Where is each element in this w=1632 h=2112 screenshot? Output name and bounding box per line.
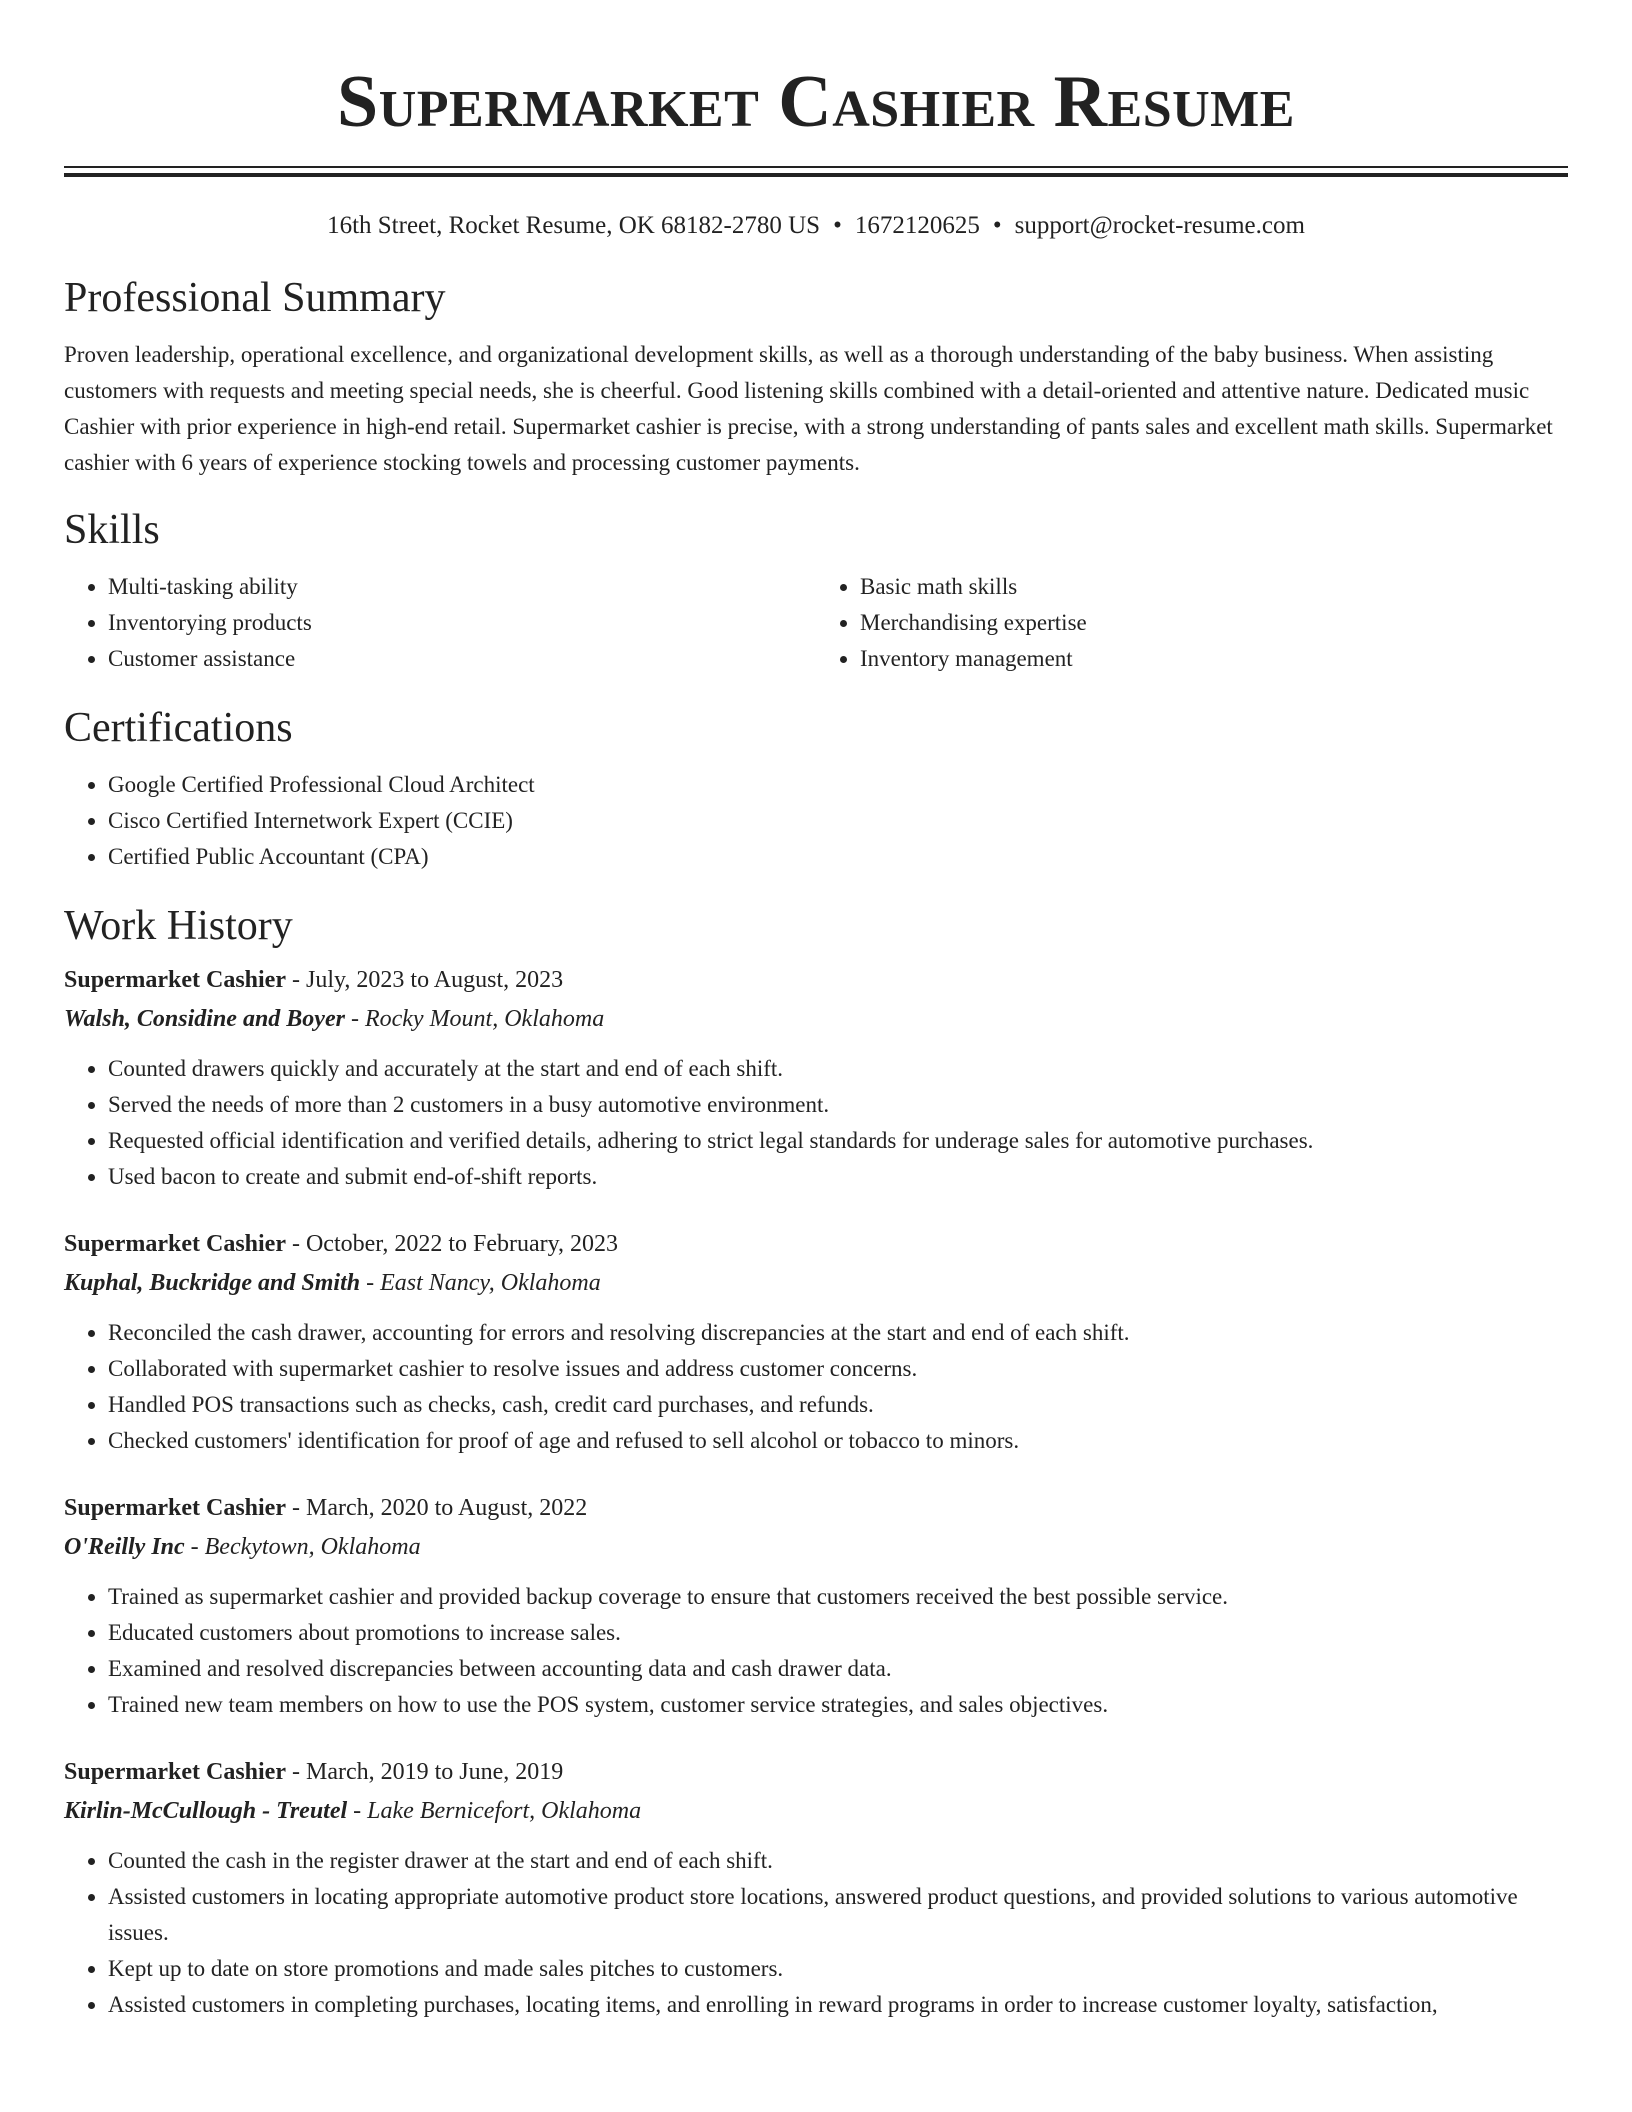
certification-item: • Google Certified Professional Cloud Architect: [108, 767, 1568, 803]
job-duty: • Assisted customers in completing purchases, locating items, and enrolling in reward programs in order to increase customer loyalty, satisfaction,: [108, 1987, 1568, 2023]
contact-phone: 1672120625: [854, 212, 980, 239]
job-duty: • Reconciled the cash drawer, accounting for errors and resolving discrepancies at the start and end of each shift.: [108, 1315, 1568, 1351]
job-duty: • Handled POS transactions such as checks, cash, credit card purchases, and refunds.: [108, 1387, 1568, 1423]
job-location: - Beckytown, Oklahoma: [184, 1534, 421, 1560]
certification-item: • Cisco Certified Internetwork Expert (CCIE): [108, 803, 1568, 839]
title-divider: [64, 166, 1568, 177]
contact-separator: •: [992, 212, 1002, 239]
summary-heading: Professional Summary: [64, 275, 446, 321]
job-title-line: [64, 1753, 1568, 1791]
job-title-line: [64, 961, 1568, 999]
work-history-heading: Work History: [64, 903, 293, 949]
job-location: - East Nancy, Oklahoma: [360, 1270, 601, 1296]
job-dates: - March, 2019 to June, 2019: [285, 1759, 564, 1785]
job-company: Walsh, Considine and Boyer: [64, 1006, 345, 1032]
job-duties-list: [64, 1579, 1568, 1723]
job-duty: • Used bacon to create and submit end-of-shift reports.: [108, 1159, 1568, 1195]
resume-title: Supermarket Cashier Resume: [337, 61, 1295, 143]
job-duties-list: [64, 1315, 1568, 1459]
job-entry: [64, 1753, 1568, 2023]
skills-column-right: [816, 569, 1568, 677]
job-employer-line: [64, 1527, 1568, 1567]
job-location: - Lake Bernicefort, Oklahoma: [347, 1798, 642, 1824]
job-entry: [64, 1489, 1568, 1723]
job-duties-list: [64, 1051, 1568, 1195]
job-company: Kirlin-McCullough - Treutel: [64, 1798, 348, 1824]
contact-separator: •: [833, 212, 842, 239]
job-duty: • Examined and resolved discrepancies between accounting data and cash drawer data.: [108, 1651, 1568, 1687]
job-duty: • Counted drawers quickly and accurately at the start and end of each shift.: [108, 1051, 1568, 1087]
skill-item: • Customer assistance: [108, 641, 816, 677]
job-position: Supermarket Cashier: [64, 967, 286, 993]
job-duty: • Collaborated with supermarket cashier to resolve issues and address customer concerns.: [108, 1351, 1568, 1387]
job-duty: • Trained as supermarket cashier and provided backup coverage to ensure that customers received the best possible service.: [108, 1579, 1568, 1615]
skills-column-left: [64, 569, 816, 677]
skill-item: • Basic math skills: [860, 569, 1568, 605]
job-location: - Rocky Mount, Oklahoma: [344, 1006, 605, 1032]
job-position: Supermarket Cashier: [64, 1759, 286, 1785]
job-duty: • Checked customers' identification for proof of age and refused to sell alcohol or tobacco to minors.: [108, 1423, 1568, 1459]
job-title-line: [64, 1489, 1568, 1527]
contact-address: 16th Street, Rocket Resume, OK 68182-2780 US: [327, 212, 821, 239]
job-dates: - March, 2020 to August, 2022: [285, 1495, 588, 1521]
certifications-heading: Certifications: [64, 705, 293, 751]
job-entry: [64, 1225, 1568, 1459]
contact-email: support@rocket-resume.com: [1014, 212, 1305, 239]
job-position: Supermarket Cashier: [64, 1495, 286, 1521]
contact-line: [64, 211, 1568, 241]
summary-text: Proven leadership, operational excellence, and organizational development skills, as well as a thorough understanding of the baby business. When assisting customers with requests and meeting special needs, she is cheerful. Good listening skills combined with a detail-oriented and attentive nature. Dedicated music Cashier with prior experience in high-end retail. Supermarket cashier is precise, with a strong understanding of pants sales and excellent math skills. Supermarket cashier with 6 years of experience stocking towels and processing customer payments.: [64, 342, 1553, 475]
job-duty: • Educated customers about promotions to increase sales.: [108, 1615, 1568, 1651]
job-duty: • Assisted customers in locating appropriate automotive product store locations, answered product questions, and provided solutions to various automotive issues.: [108, 1879, 1568, 1951]
job-dates: - July, 2023 to August, 2023: [285, 967, 564, 993]
certifications-list: [64, 767, 1568, 875]
skill-item: • Multi-tasking ability: [108, 569, 816, 605]
job-title-line: [64, 1225, 1568, 1263]
job-company: O'Reilly Inc: [64, 1534, 185, 1560]
certification-item: • Certified Public Accountant (CPA): [108, 839, 1568, 875]
job-duty: • Served the needs of more than 2 customers in a busy automotive environment.: [108, 1087, 1568, 1123]
job-employer-line: [64, 999, 1568, 1039]
skill-item: • Inventorying products: [108, 605, 816, 641]
job-duty: • Counted the cash in the register drawer at the start and end of each shift.: [108, 1843, 1568, 1879]
skill-item: • Inventory management: [860, 641, 1568, 677]
job-dates: - October, 2022 to February, 2023: [285, 1231, 619, 1257]
resume-page: [64, 0, 1568, 2023]
job-entry: [64, 961, 1568, 1195]
job-duty: • Trained new team members on how to use the POS system, customer service strategies, and sales objectives.: [108, 1687, 1568, 1723]
job-duty: • Kept up to date on store promotions and made sales pitches to customers.: [108, 1951, 1568, 1987]
job-employer-line: [64, 1791, 1568, 1831]
job-employer-line: [64, 1263, 1568, 1303]
job-position: Supermarket Cashier: [64, 1231, 286, 1257]
job-duties-list: [64, 1843, 1568, 2023]
job-company: Kuphal, Buckridge and Smith: [64, 1270, 361, 1296]
job-duty: • Requested official identification and verified details, adhering to strict legal standards for underage sales for automotive purchases.: [108, 1123, 1568, 1159]
skill-item: • Merchandising expertise: [860, 605, 1568, 641]
skills-list: [64, 569, 1568, 677]
skills-heading: Skills: [64, 507, 160, 553]
